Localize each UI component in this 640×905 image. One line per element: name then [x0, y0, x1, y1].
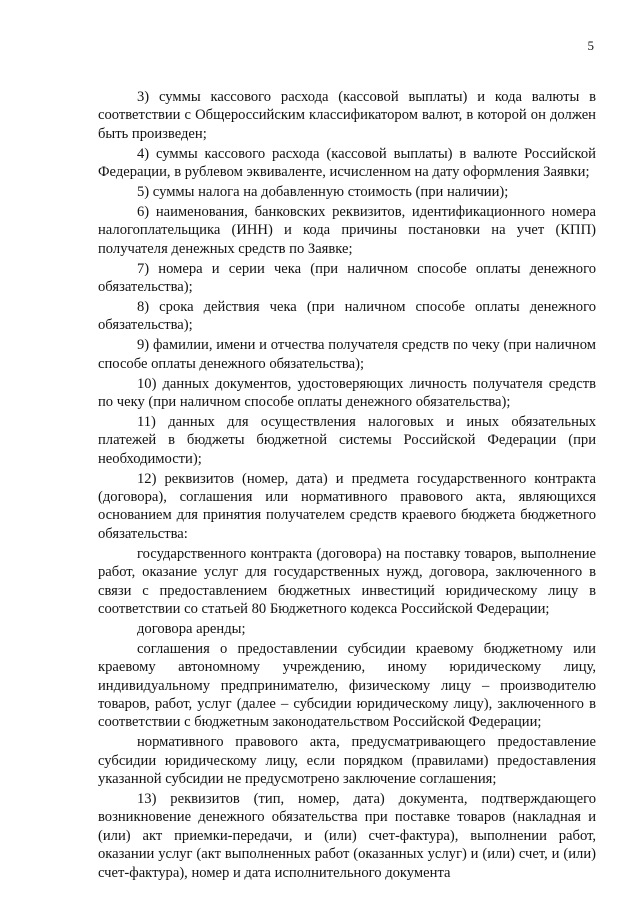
paragraph-item-5: 5) суммы налога на добавленную стоимость (при наличии);: [137, 184, 509, 201]
paragraph-item-4: 4) суммы кассового расхода (кассовой выплаты) в валюте Российской Федерации, в рублевом эквиваленте, исчисленном на дату оформления Заявки;: [98, 145, 596, 181]
paragraph-item-8: 8) срока действия чека (при наличном способе оплаты денежного обязательства);: [98, 298, 596, 334]
paragraph-item-12: 12) реквизитов (номер, дата) и предмета государственного контракта (договора), соглашения или нормативного правового акта, являющихся основанием для принятия получателем средств краевого бюджета бюджетного обязательства:: [98, 470, 596, 542]
document-body: [98, 88, 596, 884]
paragraph-item-6: 6) наименования, банковских реквизитов, идентификационного номера налогоплательщика (ИНН) и кода причины постановки на учет (КПП) получателя денежных средств по Заявке;: [98, 203, 596, 257]
paragraph-item-9: 9) фамилии, имени и отчества получателя средств по чеку (при наличном способе оплаты денежного обязательства);: [98, 337, 596, 372]
paragraph-subsidy-agreement: соглашения о предоставлении субсидии краевому бюджетному или краевому автономному учреждению, иному юридическому лицу, индивидуальному предпринимателю, физическому лицу – производителю товаров, работ, услуг (далее – субсидии юридическому лицу), заключенного в соответствии с бюджетным законодательством Российской Федерации;: [98, 640, 596, 731]
paragraph-lease: договора аренды;: [137, 620, 246, 637]
paragraph-item-13: 13) реквизитов (тип, номер, дата) документа, подтверждающего возникновение денежного обязательства при поставке товаров (накладная и (или) акт приемки-передачи, и (или) счет-фактура), выполнении работ, оказании услуг (акт выполненных работ (оказанных услуг) и (или) счет, и (или) счет-фактура), номер и дата исполнительного документа: [98, 791, 596, 881]
paragraph-item-11: 11) данных для осуществления налоговых и иных обязательных платежей в бюджеты бюджетной системы Российской Федерации (при необходимости);: [98, 413, 596, 467]
paragraph-item-3: 3) суммы кассового расхода (кассовой выплаты) и кода валюты в соответствии с Общероссийским классификатором валют, в которой он должен быть произведен;: [98, 89, 596, 142]
paragraph-item-7: 7) номера и серии чека (при наличном способе оплаты денежного обязательства);: [98, 260, 596, 296]
paragraph-item-10: 10) данных документов, удостоверяющих личность получателя средств по чеку (при наличном способе оплаты денежного обязательства);: [98, 375, 596, 410]
paragraph-legal-act: нормативного правового акта, предусматривающего предоставление субсидии юридическому лицу, если порядком (правилами) предоставления указанной субсидии не предусмотрено заключение соглашения;: [98, 734, 596, 788]
paragraph-contract: государственного контракта (договора) на поставку товаров, выполнение работ, оказание услуг для государственных нужд, договора, заключенного в связи с предоставлением бюджетных инвестиций юридическому лицу в соответствии со статьей 80 Бюджетного кодекса Российской Федерации;: [98, 545, 596, 617]
page-number: 5: [587, 38, 594, 53]
